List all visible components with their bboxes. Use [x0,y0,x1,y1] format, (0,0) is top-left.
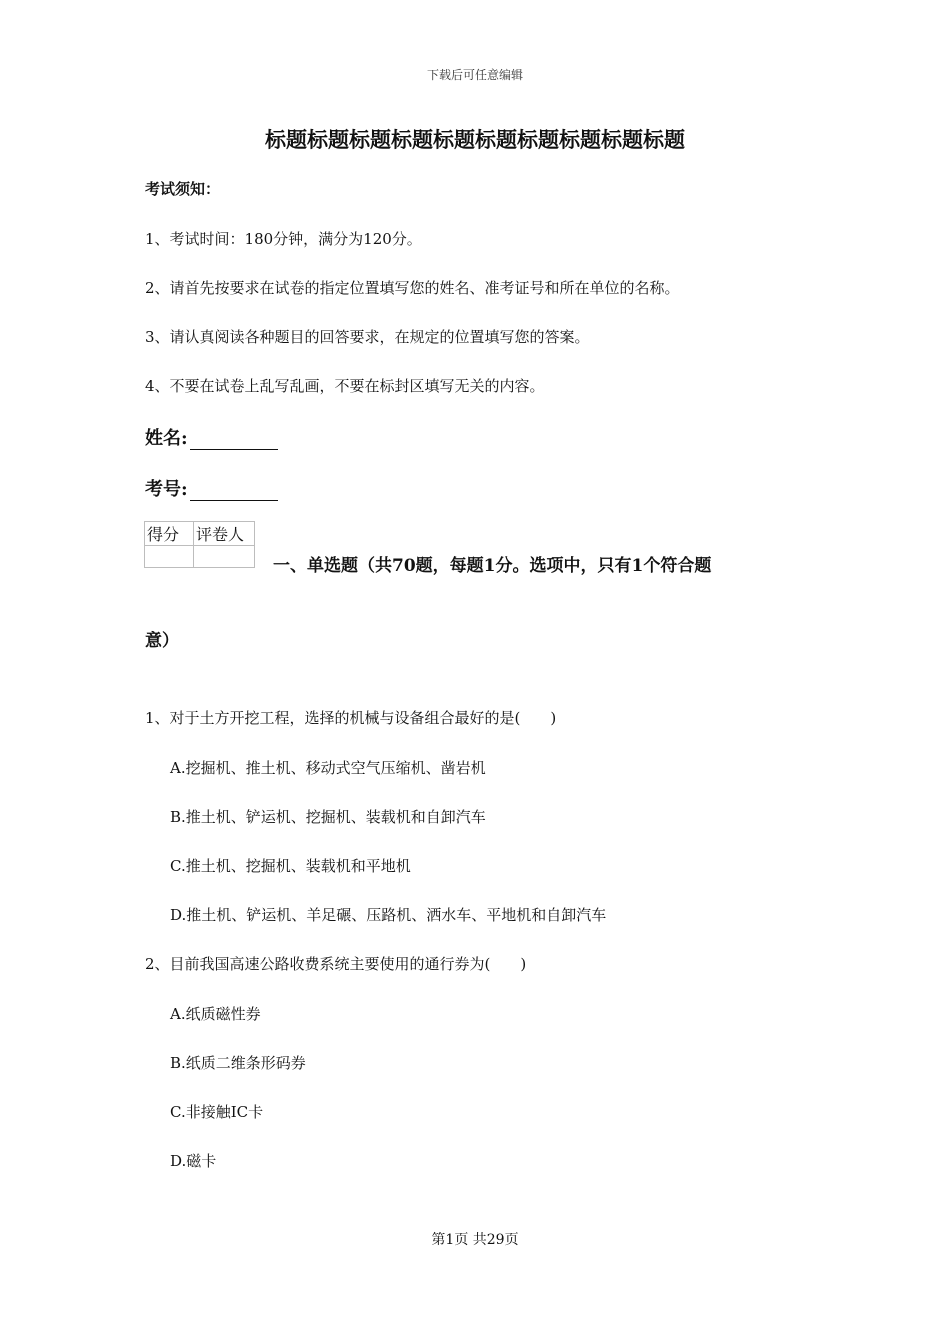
notice-heading: 考试须知： [145,180,221,198]
question-option: C.推土机、挖掘机、装载机和平地机 [170,857,411,875]
notice-item: 4、不要在试卷上乱写乱画，不要在标封区填写无关的内容。 [145,377,545,395]
name-label: 姓名: [145,428,188,449]
question-option: D.磁卡 [170,1152,217,1170]
score-cell [145,546,194,568]
grader-cell [194,546,255,568]
exam-number-field [145,475,278,501]
question-option: C.非接触IC卡 [170,1103,264,1121]
name-field [145,424,278,450]
question-option: A.挖掘机、推土机、移动式空气压缩机、凿岩机 [170,759,486,777]
exam-number-blank[interactable] [190,482,278,501]
page-footer: 第1页 共29页 [431,1232,519,1248]
header-note: 下载后可任意编辑 [426,68,523,82]
question-option: A.纸质磁性券 [170,1005,261,1023]
score-table [144,521,255,568]
score-header: 得分 [145,522,194,546]
notice-item: 3、请认真阅读各种题目的回答要求，在规定的位置填写您的答案。 [145,328,590,346]
notice-item: 1、考试时间：180分钟，满分为120分。 [145,230,422,248]
grader-header: 评卷人 [194,522,255,546]
question-option: B.纸质二维条形码券 [170,1054,306,1072]
question-option: D.推土机、铲运机、羊足碾、压路机、洒水车、平地机和自卸汽车 [170,906,607,924]
name-blank[interactable] [190,431,278,450]
section-title: 一、单选题（共70题，每题1分。选项中，只有1个符合题 [273,556,712,576]
exam-number-label: 考号: [145,479,188,500]
notice-item: 2、请首先按要求在试卷的指定位置填写您的姓名、准考证号和所在单位的名称。 [145,279,680,297]
section-title-continued: 意） [145,631,179,651]
question-stem: 2、目前我国高速公路收费系统主要使用的通行券为( ) [145,955,527,973]
question-stem: 1、对于土方开挖工程，选择的机械与设备组合最好的是( ) [145,709,557,727]
question-option: B.推土机、铲运机、挖掘机、装载机和自卸汽车 [170,808,486,826]
document-title: 标题标题标题标题标题标题标题标题标题标题 [265,127,685,152]
